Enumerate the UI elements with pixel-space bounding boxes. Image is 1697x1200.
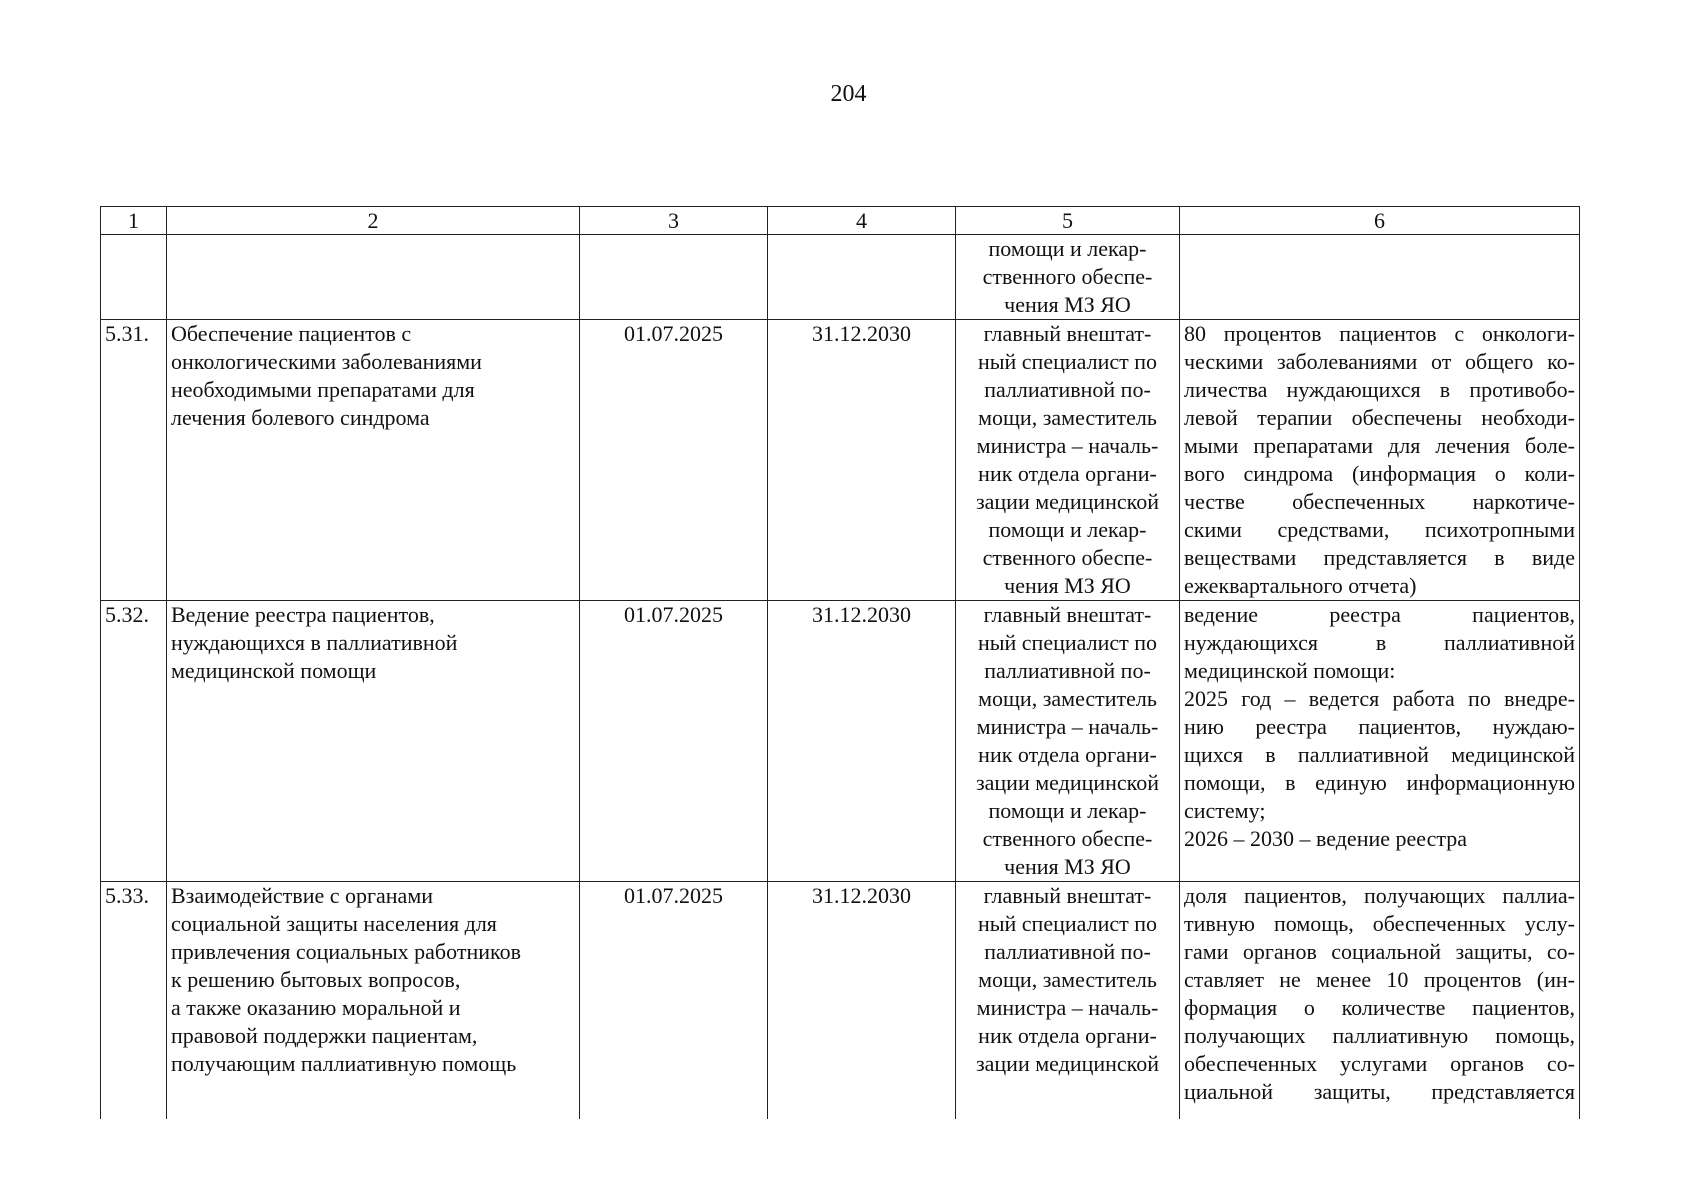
text-line: мощи, заместитель bbox=[978, 967, 1157, 992]
text-line: ный специалист по bbox=[977, 349, 1158, 374]
text-line: получающих паллиативную помощь, bbox=[1184, 1023, 1575, 1048]
measures-table bbox=[100, 206, 1580, 1119]
text-line: 2026 – 2030 – ведение реестра bbox=[1184, 826, 1467, 851]
continuation-responsible-cell bbox=[956, 235, 1180, 320]
continuation-result-cell bbox=[1180, 235, 1580, 320]
text-line: мощи, заместитель bbox=[978, 686, 1157, 711]
text-line: 80 процентов пациентов с онкологи- bbox=[1184, 321, 1575, 346]
continuation-row bbox=[101, 235, 1580, 320]
text-line: необходимыми препаратами для bbox=[171, 377, 475, 402]
table-row bbox=[101, 320, 1580, 601]
responsible-cell bbox=[956, 320, 1180, 601]
text-line: а также оказанию моральной и bbox=[171, 995, 461, 1020]
text-line: мыми препаратами для лечения боле- bbox=[1184, 433, 1575, 458]
row-number-text: 5.33. bbox=[105, 883, 149, 908]
row-number: 5.31. bbox=[101, 320, 167, 601]
text-line: ный специалист по bbox=[977, 630, 1158, 655]
text-line: гами органов социальной защиты, со- bbox=[1184, 939, 1575, 964]
text-line: доля пациентов, получающих паллиа- bbox=[1184, 883, 1575, 908]
text-line: ник отдела органи- bbox=[978, 742, 1157, 767]
result-cell bbox=[1180, 601, 1580, 882]
text-line bbox=[1184, 853, 1575, 881]
start-date bbox=[580, 882, 768, 1120]
text-line: привлечения социальных работников bbox=[171, 939, 521, 964]
text-line: медицинской помощи: bbox=[1184, 658, 1396, 683]
measure-title bbox=[167, 882, 580, 1120]
text-line: министра – началь- bbox=[976, 995, 1159, 1020]
header-cell-2: 2 bbox=[167, 207, 580, 235]
text-line: министра – началь- bbox=[976, 714, 1159, 739]
end-date: 31.12.2030 bbox=[768, 320, 956, 601]
text-line: Ведение реестра пациентов, bbox=[171, 602, 435, 627]
text-line: помощи, в единую информационную bbox=[1184, 770, 1575, 795]
text-line: честве обеспеченных наркотиче- bbox=[1184, 489, 1575, 514]
text-line: правовой поддержки пациентам, bbox=[171, 1023, 478, 1048]
text-line: социальной защиты населения для bbox=[171, 911, 497, 936]
text-line: помощи и лекар- bbox=[988, 517, 1147, 542]
text-line: паллиативной по- bbox=[984, 377, 1151, 402]
text-line: помощи и лекар- bbox=[988, 798, 1147, 823]
text-line: министра – началь- bbox=[976, 433, 1159, 458]
text-line: ведение реестра пациентов, bbox=[1184, 602, 1575, 627]
text-line: к решению бытовых вопросов, bbox=[171, 967, 461, 992]
text-line: ственного обеспе- bbox=[982, 826, 1153, 851]
text-line: Обеспечение пациентов с bbox=[171, 321, 412, 346]
page-number: 204 bbox=[830, 81, 867, 107]
text-line: ческими заболеваниями от общего ко- bbox=[1184, 349, 1575, 374]
continuation-title-cell bbox=[167, 235, 580, 320]
text-line: зации медицинской bbox=[975, 489, 1160, 514]
end-date: 31.12.2030 bbox=[768, 601, 956, 882]
text-line: циальной защиты, представляется bbox=[1184, 1079, 1575, 1104]
text-line: главный внештат- bbox=[983, 321, 1152, 346]
continuation-end-cell bbox=[768, 235, 956, 320]
text-line: медицинской помощи bbox=[171, 658, 377, 683]
table-header-row bbox=[101, 207, 1580, 235]
text-line: формация о количестве пациентов, bbox=[1184, 995, 1575, 1020]
text-line: ник отдела органи- bbox=[978, 1023, 1157, 1048]
header-cell-1: 1 bbox=[101, 207, 167, 235]
text-line: ный специалист по bbox=[977, 911, 1158, 936]
start-date: 01.07.2025 bbox=[580, 601, 768, 882]
text-line: веществами представляется в виде bbox=[1184, 545, 1575, 570]
continuation-start-cell bbox=[580, 235, 768, 320]
continuation-num-cell bbox=[101, 235, 167, 320]
header-cell-3: 3 bbox=[580, 207, 768, 235]
start-date: 01.07.2025 bbox=[580, 320, 768, 601]
text-line: ственного обеспе- bbox=[982, 264, 1153, 289]
text-line: зации медицинской bbox=[975, 1051, 1160, 1076]
text-line: Взаимодействие с органами bbox=[171, 883, 434, 908]
text-line: личества нуждающихся в противобо- bbox=[1184, 377, 1575, 402]
text-line: скими средствами, психотропными bbox=[1184, 517, 1575, 542]
text-line: щихся в паллиативной медицинской bbox=[1184, 742, 1575, 767]
responsible-cell bbox=[956, 882, 1180, 1120]
text-line: онкологическими заболеваниями bbox=[171, 349, 482, 374]
text-line: паллиативной по- bbox=[984, 939, 1151, 964]
end-date-text: 31.12.2030 bbox=[812, 883, 911, 908]
table-row bbox=[101, 601, 1580, 882]
text-line: паллиативной по- bbox=[984, 658, 1151, 683]
text-line: чения МЗ ЯО bbox=[1004, 854, 1131, 879]
text-line: ник отдела органи- bbox=[978, 461, 1157, 486]
text-line: главный внештат- bbox=[983, 883, 1152, 908]
responsible-cell bbox=[956, 601, 1180, 882]
start-date-text: 01.07.2025 bbox=[624, 883, 723, 908]
text-line: ставляет не менее 10 процентов (ин- bbox=[1184, 967, 1575, 992]
text-line: 2025 год – ведется работа по внедре- bbox=[1184, 686, 1575, 711]
row-number bbox=[101, 882, 167, 1120]
text-line: помощи и лекар- bbox=[988, 236, 1147, 261]
text-line: чения МЗ ЯО bbox=[1004, 292, 1131, 317]
text-line: лечения болевого синдрома bbox=[171, 405, 430, 430]
text-line: систему; bbox=[1184, 798, 1266, 823]
text-line: обеспеченных услугами органов со- bbox=[1184, 1051, 1575, 1076]
text-line: зации медицинской bbox=[975, 770, 1160, 795]
text-line: нию реестра пациентов, нуждаю- bbox=[1184, 714, 1575, 739]
table-row bbox=[101, 882, 1580, 1120]
text-line: ственного обеспе- bbox=[982, 545, 1153, 570]
row-number: 5.32. bbox=[101, 601, 167, 882]
end-date bbox=[768, 882, 956, 1120]
text-line: левой терапии обеспечены необходи- bbox=[1184, 405, 1575, 430]
text-line: вого синдрома (информация о коли- bbox=[1184, 461, 1575, 486]
text-line: ежеквартального отчета) bbox=[1184, 573, 1417, 598]
text-line: чения МЗ ЯО bbox=[1004, 573, 1131, 598]
header-cell-5: 5 bbox=[956, 207, 1180, 235]
text-line: тивную помощь, обеспеченных услу- bbox=[1184, 911, 1575, 936]
text-line: нуждающихся в паллиативной bbox=[171, 630, 458, 655]
header-cell-6: 6 bbox=[1180, 207, 1580, 235]
text-line: мощи, заместитель bbox=[978, 405, 1157, 430]
measure-title bbox=[167, 601, 580, 882]
text-line: нуждающихся в паллиативной bbox=[1184, 630, 1575, 655]
result-cell bbox=[1180, 882, 1580, 1120]
result-cell bbox=[1180, 320, 1580, 601]
header-cell-4: 4 bbox=[768, 207, 956, 235]
text-line: получающим паллиативную помощь bbox=[171, 1051, 517, 1076]
text-line: главный внештат- bbox=[983, 602, 1152, 627]
measure-title bbox=[167, 320, 580, 601]
